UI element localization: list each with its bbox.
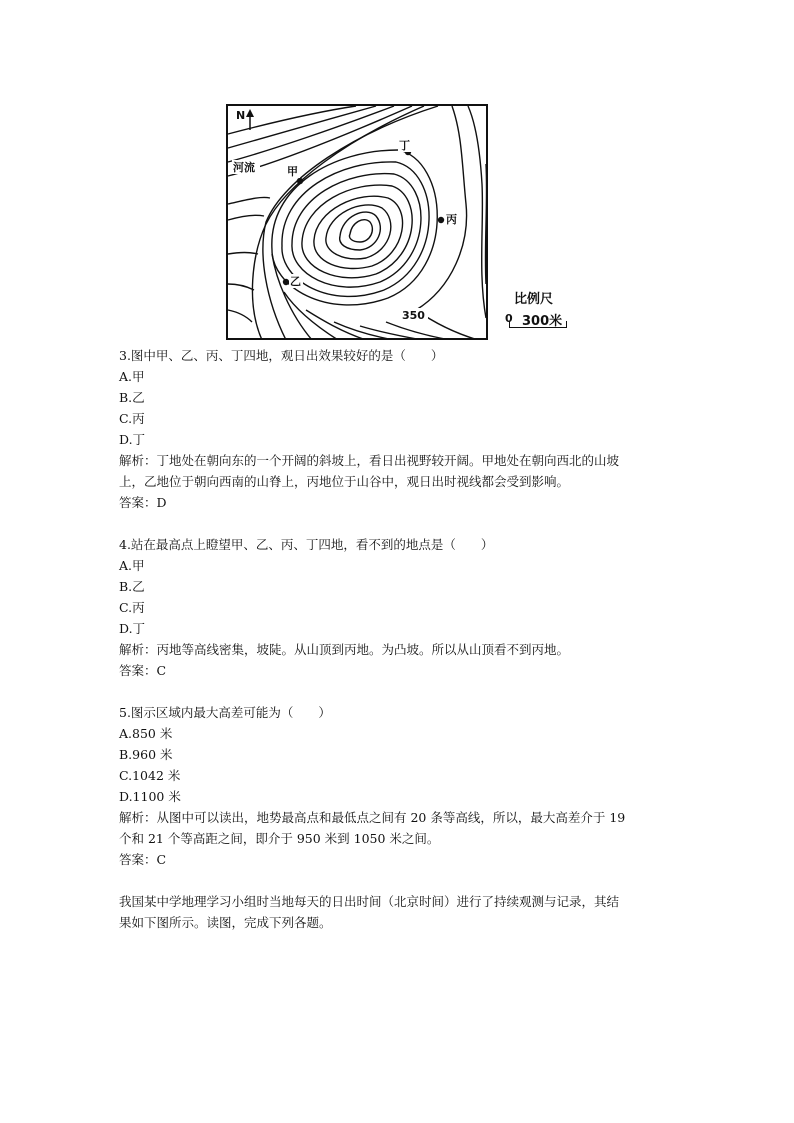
contour-map [226,104,488,340]
intro-paragraph [119,891,679,933]
question-5-answer: 答案：C [119,852,167,867]
question-3-analysis-line-1: 解析：丁地处在朝向东的一个开阔的斜坡上，看日出视野较开阔。甲地处在朝向西北的山坡 [119,453,620,468]
question-3-analysis-line-2: 上，乙地位于朝向西南的山脊上，丙地位于山谷中，观日出时视线都会受到影响。 [119,474,570,489]
question-5-option-b: B.960 米 [119,747,173,762]
question-4-option-c: C.丙 [119,600,145,615]
scale-title: 比例尺 [514,292,554,307]
scale-bar [509,321,567,328]
question-4 [119,534,679,681]
question-4-option-b: B.乙 [119,579,145,594]
contour-map-figure [226,104,588,340]
point-jia-label: 甲 [287,165,298,178]
question-4-option-a: A.甲 [119,558,145,573]
point-bing-label: 丙 [446,213,457,226]
contour-value-label: 350 [402,309,425,322]
river-label: 河流 [233,161,255,174]
point-yi-label: 乙 [290,275,301,288]
scale-value: 300米 [522,314,563,329]
question-3-option-c: C.丙 [119,411,145,426]
question-4-answer: 答案：C [119,663,167,678]
question-5-option-d: D.1100 米 [119,789,181,804]
intro-line-1: 我国某中学地理学习小组时当地每天的日出时间（北京时间）进行了持续观测与记录，其结 [119,894,620,909]
question-5-option-c: C.1042 米 [119,768,181,783]
intro-line-2: 果如下图所示。读图，完成下列各题。 [119,915,332,930]
question-3-option-a: A.甲 [119,369,145,384]
question-4-stem: 4.站在最高点上瞪望甲、乙、丙、丁四地，看不到的地点是（ ） [119,537,494,552]
question-5-stem: 5.图示区域内最大高差可能为（ ） [119,705,331,720]
question-5 [119,702,679,870]
question-3-stem: 3.图中甲、乙、丙、丁四地，观日出效果较好的是（ ） [119,348,444,363]
point-bing-marker [438,217,444,223]
question-3-option-d: D.丁 [119,432,146,447]
question-5-analysis-line-1: 解析：从图中可以读出，地势最高点和最低点之间有 20 条等高线，所以，最大高差介于 19 [119,810,626,825]
document-body [119,345,679,933]
scale-zero: 0 [505,312,513,325]
point-ding-label: 丁 [399,139,410,152]
question-4-option-d: D.丁 [119,621,146,636]
question-3-answer: 答案：D [119,495,167,510]
question-5-option-a: A.850 米 [119,726,173,741]
question-3 [119,345,679,513]
north-label: N [236,109,246,122]
question-3-option-b: B.乙 [119,390,145,405]
question-4-analysis-line-1: 解析：丙地等高线密集，坡陡。从山顶到丙地。为凸坡。所以从山顶看不到丙地。 [119,642,570,657]
question-5-analysis-line-2: 个和 21 个等高距之间，即介于 950 米到 1050 米之间。 [119,831,440,846]
point-yi-marker [283,279,289,285]
point-jia-marker [297,178,303,184]
